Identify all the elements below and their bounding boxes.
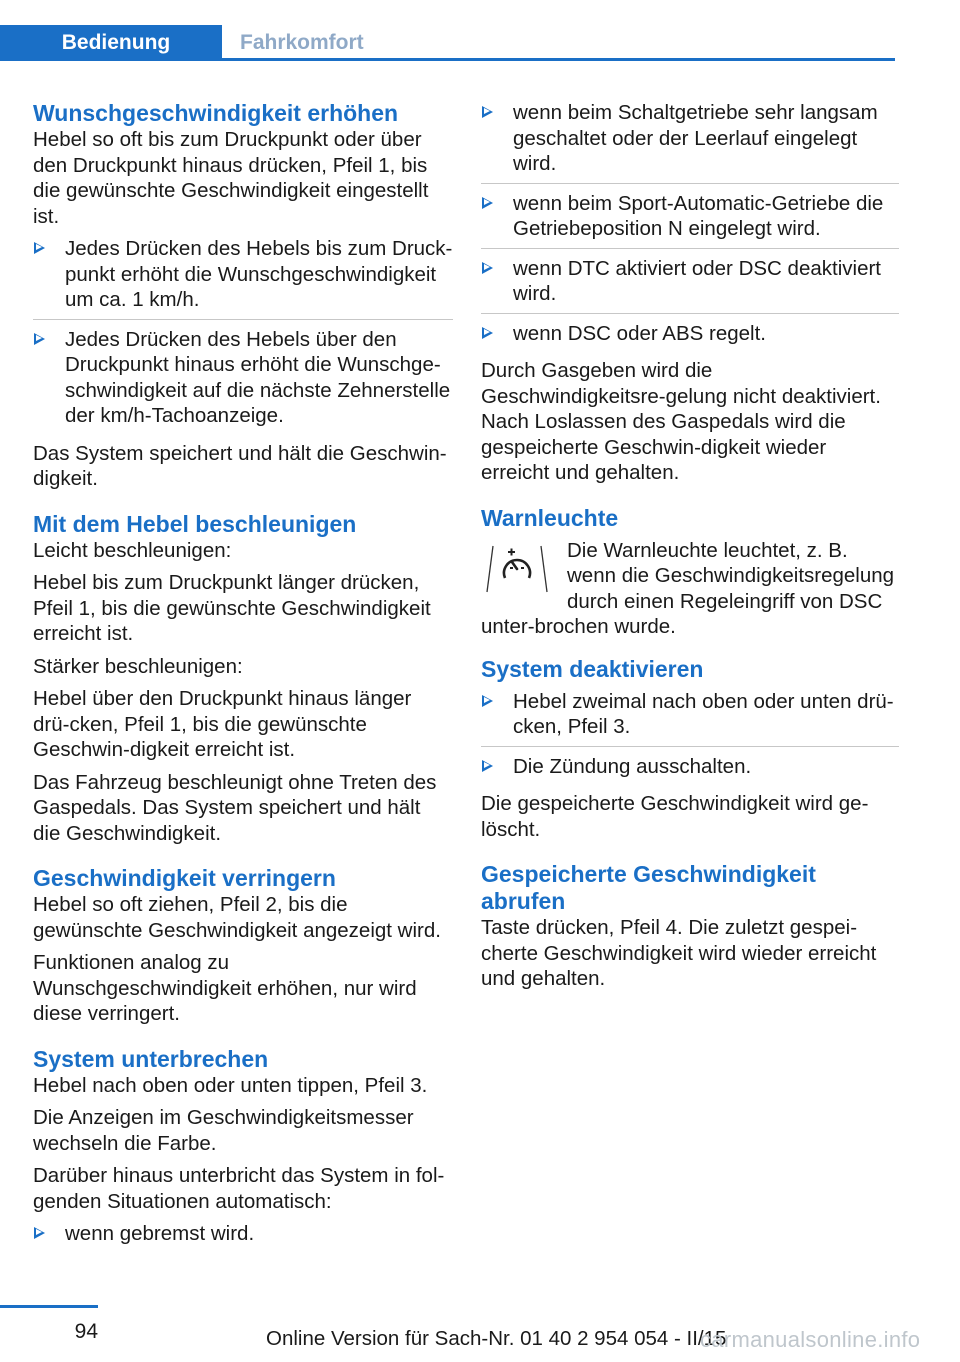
list-item-text: Jedes Drücken des Hebels über den Druckpunkt hinaus erhöht die Wunschge-schwindigkeit auf die nächste Zehnerstelle der km/h-Tachoanzeige.	[65, 327, 451, 427]
list-item	[481, 321, 899, 353]
right-column	[481, 100, 899, 999]
bullet-list	[481, 689, 899, 786]
speedometer-warning-icon	[481, 540, 553, 598]
list-item-text: Die Zündung ausschalten.	[513, 754, 752, 778]
triangle-bullet-icon	[482, 106, 493, 118]
paragraph: Darüber hinaus unterbricht das System in fol-genden Situationen automatisch:	[33, 1164, 445, 1213]
warning-light-block	[481, 538, 899, 640]
triangle-bullet-icon	[482, 760, 493, 772]
heading-gespeicherte-geschwindigkeit-abrufen: Gespeicherte Geschwindigkeit abrufen	[481, 861, 816, 914]
triangle-bullet-icon	[482, 197, 493, 209]
list-item-text: wenn DTC aktiviert oder DSC deaktiviert wird.	[513, 256, 881, 305]
list-item	[481, 754, 899, 786]
heading-system-unterbrechen: System unterbrechen	[33, 1045, 269, 1072]
list-item-text: wenn beim Schaltgetriebe sehr langsam geschaltet oder der Leerlauf eingelegt wird.	[513, 101, 878, 175]
page-number: 94	[74, 1320, 98, 1343]
paragraph: Hebel so oft ziehen, Pfeil 2, bis die gewünschte Geschwindigkeit angezeigt wird.	[33, 893, 441, 942]
bullet-list	[33, 1221, 453, 1253]
heading-system-deaktivieren: System deaktivieren	[481, 655, 704, 682]
tab-fahrkomfort[interactable]: Fahrkomfort	[240, 31, 364, 54]
triangle-bullet-icon	[34, 333, 45, 345]
paragraph: Die Anzeigen im Geschwindigkeitsmesser wechseln die Farbe.	[33, 1106, 414, 1155]
list-item	[481, 191, 899, 249]
list-item-text: wenn DSC oder ABS regelt.	[513, 321, 766, 345]
paragraph: Funktionen analog zu Wunschgeschwindigkeit erhöhen, nur wird diese verringert.	[33, 951, 417, 1025]
list-item-text: wenn gebremst wird.	[65, 1222, 255, 1245]
heading-mit-dem-hebel-beschleunigen: Mit dem Hebel beschleunigen	[33, 510, 357, 537]
paragraph: Die Warnleuchte leuchtet, z. B. wenn die Geschwindigkeitsregelung durch einen Regeleingriff von DSC unter-brochen wurde.	[481, 538, 895, 638]
footer-rule	[0, 1305, 98, 1308]
watermark: carmanualsonline.info	[700, 1327, 921, 1352]
paragraph: Das Fahrzeug beschleunigt ohne Treten des Gaspedals. Das System speichert und hält die Geschwindigkeit.	[33, 770, 437, 845]
paragraph: Leicht beschleunigen:	[33, 538, 232, 562]
nav-divider	[0, 58, 895, 61]
tab-bedienung[interactable]: Bedienung	[0, 25, 222, 61]
online-version-text: Online Version für Sach-Nr. 01 40 2 954 054 - II/15	[266, 1327, 727, 1350]
triangle-bullet-icon	[482, 327, 493, 339]
triangle-bullet-icon	[482, 695, 493, 707]
paragraph: Das System speichert und hält die Geschwin-digkeit.	[33, 441, 447, 490]
list-item-text: Hebel zweimal nach oben oder unten drü-cken, Pfeil 3.	[513, 689, 894, 738]
heading-geschwindigkeit-verringern: Geschwindigkeit verringern	[33, 865, 336, 891]
paragraph: Taste drücken, Pfeil 4. Die zuletzt gespei-cherte Geschwindigkeit wird wieder erreicht und gehalten.	[481, 916, 877, 990]
paragraph: Hebel bis zum Druckpunkt länger drücken, Pfeil 1, bis die gewünschte Geschwindigkeit erreicht ist.	[33, 571, 431, 645]
list-item-text: Jedes Drücken des Hebels bis zum Druck-punkt erhöht die Wunschgeschwindigkeit um ca. 1 km/h.	[65, 237, 453, 311]
paragraph: Hebel nach oben oder unten tippen, Pfeil 3.	[33, 1073, 428, 1097]
left-column	[33, 100, 453, 1259]
paragraph: Die gespeicherte Geschwindigkeit wird ge-löscht.	[481, 792, 869, 841]
heading-warnleuchte: Warnleuchte	[481, 504, 619, 531]
list-item-text: wenn beim Sport-Automatic-Getriebe die Getriebeposition N eingelegt wird.	[513, 191, 884, 240]
list-item	[33, 1221, 453, 1253]
triangle-bullet-icon	[34, 1227, 45, 1239]
heading-wunschgeschwindigkeit-erhoehen: Wunschgeschwindigkeit erhöhen	[33, 100, 399, 126]
top-navigation	[0, 0, 895, 62]
list-item	[481, 100, 899, 184]
bullet-list	[33, 236, 453, 435]
list-item	[481, 256, 899, 314]
triangle-bullet-icon	[34, 242, 45, 254]
list-item	[33, 236, 453, 320]
list-item	[481, 689, 899, 747]
triangle-bullet-icon	[482, 262, 493, 274]
paragraph: Hebel so oft bis zum Druckpunkt oder über den Druckpunkt hinaus drücken, Pfeil 1, bis die gewünschte Geschwindigkeit eingestellt ist.	[33, 128, 429, 228]
list-item	[33, 327, 453, 435]
bullet-list	[481, 100, 899, 352]
paragraph: Stärker beschleunigen:	[33, 654, 243, 678]
paragraph: Hebel über den Druckpunkt hinaus länger drü-cken, Pfeil 1, bis die gewünschte Geschwin-digkeit erreicht ist.	[33, 687, 412, 761]
paragraph: Durch Gasgeben wird die Geschwindigkeitsre-gelung nicht deaktiviert. Nach Loslassen des Gaspedals wird die gespeicherte Geschwin-digkeit wieder erreicht und gehalten.	[481, 359, 881, 484]
